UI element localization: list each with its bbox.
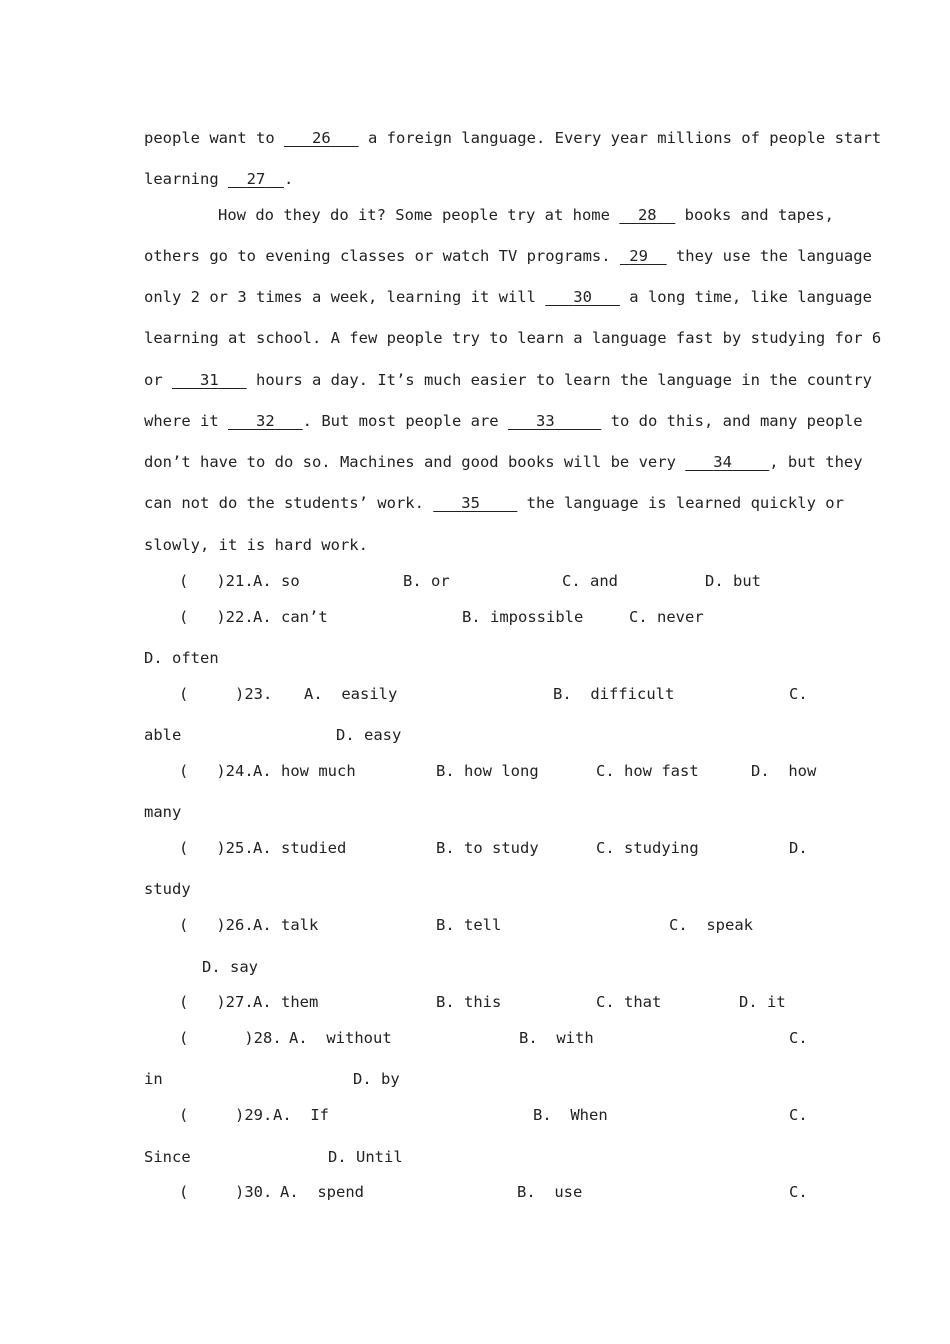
option-d: D. by xyxy=(353,1070,400,1088)
passage-line-7 xyxy=(144,370,872,390)
blank-28: 28 xyxy=(637,206,657,224)
passage-text: . xyxy=(284,170,294,188)
option-d: D. it xyxy=(739,993,786,1011)
passage-line-9 xyxy=(144,452,863,472)
passage-text: learning xyxy=(144,170,228,188)
passage-text: a long time, like language xyxy=(619,288,872,306)
option-b: B. with xyxy=(519,1029,594,1047)
option-a: A. so xyxy=(253,572,300,590)
option-a: A. them xyxy=(253,993,319,1011)
blank-31: 31 xyxy=(200,371,219,389)
passage-text: people want to xyxy=(144,129,284,147)
question-number: ( )28. xyxy=(179,1029,282,1047)
option-c-text: able xyxy=(144,726,182,744)
option-c: C. and xyxy=(562,572,618,590)
blank-33: 33 xyxy=(535,412,555,430)
blank-27: 27 xyxy=(246,170,266,188)
blank-29: 29 xyxy=(629,247,648,265)
passage-line-1 xyxy=(144,128,881,148)
passage-line-3 xyxy=(218,205,834,225)
passage-line-10 xyxy=(144,493,844,513)
option-d: D. Until xyxy=(328,1148,403,1166)
passage-line-11 xyxy=(144,535,368,555)
question-number: ( )23. xyxy=(179,685,273,703)
option-c: C. speak xyxy=(669,916,753,934)
passage-line-5 xyxy=(144,287,872,307)
passage-text: learning at school. A few people try to learn a language fast by studying for 6 xyxy=(144,329,882,347)
option-c: C. never xyxy=(629,608,704,626)
passage-text: slowly, it is hard work. xyxy=(144,536,368,554)
option-d: D. how xyxy=(751,762,817,780)
option-b: B. When xyxy=(533,1106,608,1124)
blank-26: 26 xyxy=(311,129,331,147)
option-a: A. easily xyxy=(304,685,398,703)
question-number: ( )27. xyxy=(179,993,254,1011)
option-c: C. studying xyxy=(596,839,699,857)
question-number: ( )25. xyxy=(179,839,254,857)
passage-text: books and tapes, xyxy=(675,206,834,224)
option-b: B. tell xyxy=(436,916,502,934)
question-number: ( )30. xyxy=(179,1183,273,1201)
option-a: A. If xyxy=(273,1106,329,1124)
passage-text: the language is learned quickly or xyxy=(517,494,844,512)
passage-text: where it xyxy=(144,412,228,430)
passage-text: . But most people are xyxy=(302,412,508,430)
passage-text: , but they xyxy=(769,453,863,471)
option-b: B. difficult xyxy=(553,685,675,703)
passage-line-2 xyxy=(144,169,293,189)
option-c-text: in xyxy=(144,1070,163,1088)
option-c: C. xyxy=(789,1106,808,1124)
passage-text: a foreign language. Every year millions of people start xyxy=(358,129,882,147)
option-b: B. to study xyxy=(436,839,539,857)
question-number: ( )26. xyxy=(179,916,254,934)
passage-text: they use the language xyxy=(666,247,872,265)
question-number: ( )29. xyxy=(179,1106,273,1124)
option-a: A. talk xyxy=(253,916,319,934)
question-number: ( )21. xyxy=(179,572,254,590)
option-c: C. xyxy=(789,685,808,703)
option-b: B. how long xyxy=(436,762,539,780)
option-d: D. say xyxy=(202,958,258,976)
passage-text: can not do the students’ work. xyxy=(144,494,434,512)
blank-32: 32 xyxy=(256,412,275,430)
option-a: A. how much xyxy=(253,762,356,780)
option-b: B. or xyxy=(403,572,450,590)
option-d: D. but xyxy=(705,572,761,590)
question-number: ( )24. xyxy=(179,762,254,780)
passage-text: How do they do it? Some people try at home xyxy=(218,206,620,224)
blank-35: 35 xyxy=(461,494,480,512)
option-d-text: many xyxy=(144,803,182,821)
option-b: B. use xyxy=(517,1183,583,1201)
passage-text: to do this, and many people xyxy=(601,412,863,430)
option-a: A. without xyxy=(289,1029,392,1047)
passage-text: don’t have to do so. Machines and good books will be very xyxy=(144,453,686,471)
passage-text: or xyxy=(144,371,172,389)
option-d: D. easy xyxy=(336,726,402,744)
option-d: D. xyxy=(789,839,808,857)
option-c: C. xyxy=(789,1183,808,1201)
passage-line-6 xyxy=(144,328,881,348)
question-number: ( )22. xyxy=(179,608,254,626)
blank-30: 30 xyxy=(573,288,592,306)
passage-text: hours a day. It’s much easier to learn the language in the country xyxy=(246,371,872,389)
option-a: A. studied xyxy=(253,839,347,857)
option-d: D. often xyxy=(144,649,219,667)
option-a: A. spend xyxy=(280,1183,364,1201)
blank-34: 34 xyxy=(713,453,732,471)
passage-line-8 xyxy=(144,411,863,431)
option-b: B. this xyxy=(436,993,502,1011)
option-c: C. that xyxy=(596,993,662,1011)
passage-text: only 2 or 3 times a week, learning it will xyxy=(144,288,546,306)
option-c: C. xyxy=(789,1029,808,1047)
passage-text: others go to evening classes or watch TV programs. xyxy=(144,247,620,265)
passage-line-4 xyxy=(144,246,872,266)
option-d-text: study xyxy=(144,880,191,898)
option-c: C. how fast xyxy=(596,762,699,780)
option-a: A. can’t xyxy=(253,608,328,626)
option-c-text: Since xyxy=(144,1148,191,1166)
option-b: B. impossible xyxy=(462,608,584,626)
